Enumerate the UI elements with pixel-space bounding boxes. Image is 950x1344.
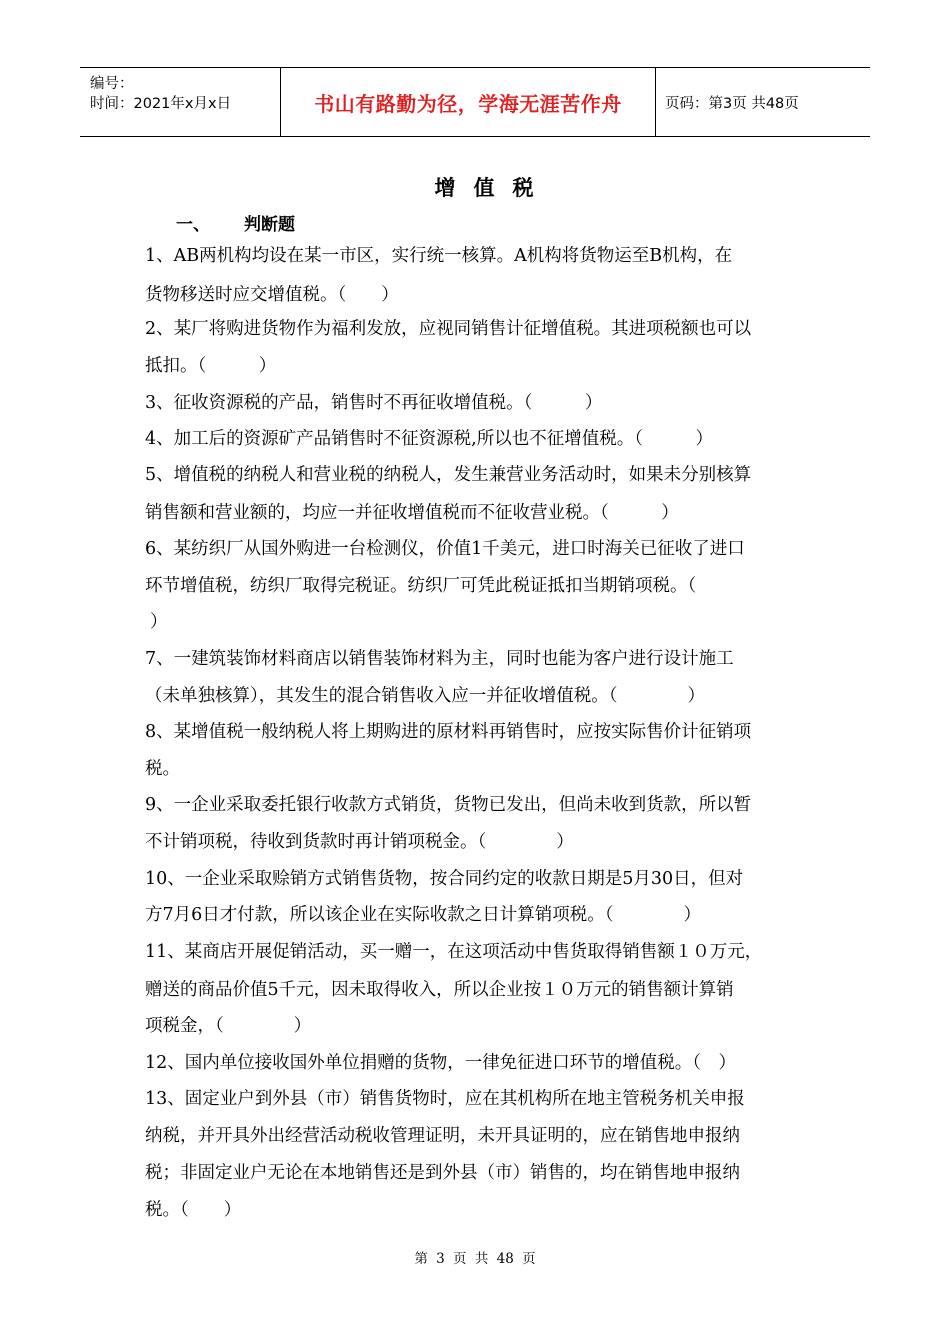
text-line: 货物移送时应交增值税。（ ） [145,285,399,305]
text-line: 3、征收资源税的产品，销售时不再征收增值税。（ ） [145,393,603,413]
text-line: 纳税，并开具外出经营活动税收管理证明，未开具证明的，应在销售地申报纳 [145,1126,740,1146]
text-line: 抵扣。（ ） [145,356,277,376]
text-line: 9、一企业采取委托银行收款方式销货，货物已发出，但尚未收到货款，所以暂 [145,795,752,815]
text-line: 税。 [145,759,180,779]
text-line: 环节增值税，纺织厂取得完税证。纺织厂可凭此税证抵扣当期销项税。（ [145,576,697,596]
text-line: 8、某增值税一般纳税人将上期购进的原材料再销售时，应按实际售价计征销项 [145,722,752,742]
text-line: 税。（ ） [145,1200,242,1220]
text-line: 不计销项税，待收到货款时再计销项税金。（ ） [145,832,574,852]
text-line: 销售额和营业额的，均应一并征收增值税而不征收营业税。（ ） [145,503,679,523]
time-label: 时间：2021年x月x日 [90,96,232,112]
page-footer: 第 3 页 共 48 页 [414,1251,536,1267]
header-info-cell [80,68,280,136]
page-title: 增值税 [434,176,552,200]
page-label: 页码：第3页 共48页 [665,95,799,112]
text-line: 13、固定业户到外县（市）销售货物时，应在其机构所在地主管税务机关申报 [145,1089,745,1109]
header-page-cell [655,68,870,136]
text-line: 12、国内单位接收国外单位捐赠的货物，一律免征进口环节的增值税。（ ） [145,1053,737,1073]
text-line: 7、一建筑装饰材料商店以销售装饰材料为主，同时也能为客户进行设计施工 [145,649,734,669]
text-line: 方7月6日才付款，所以该企业在实际收款之日计算销项税。（ ） [145,905,702,925]
text-line: 税；非固定业户无论在本地销售还是到外县（市）销售的，均在销售地申报纳 [145,1163,740,1183]
text-line: 6、某纺织厂从国外购进一台检测仪，价值1千美元，进口时海关已征收了进口 [145,539,745,559]
text-line: 5、增值税的纳税人和营业税的纳税人，发生兼营业务活动时，如果未分别核算 [145,465,752,485]
section-number: 一、 [176,215,210,235]
text-line: 4、加工后的资源矿产品销售时不征资源税,所以也不征增值税。（ ） [145,429,713,449]
header-motto-cell [280,68,656,136]
text-line: 11、某商店开展促销活动，买一赠一，在这项活动中售货取得销售额１０万元， [145,942,763,962]
text-line: 1、AB两机构均设在某一市区，实行统一核算。A机构将货物运至B机构，在 [145,246,733,266]
text-line: 赠送的商品价值5千元，因未取得收入，所以企业按１０万元的销售额计算销 [145,980,734,1000]
text-line: （未单独核算），其发生的混合销售收入应一并征收增值税。（ ） [145,686,705,706]
motto-text: 书山有路勤为径，学海无涯苦作舟 [314,91,622,116]
document-header [80,67,870,137]
section-name: 判断题 [244,215,295,235]
text-line: 2、某厂将购进货物作为福利发放，应视同销售计征增值税。其进项税额也可以 [145,319,752,339]
section-heading [176,210,295,235]
text-line: 10、一企业采取赊销方式销售货物，按合同约定的收款日期是5月30日，但对 [145,869,744,889]
text-line: 项税金，（ ） [145,1016,312,1036]
text-line: ） [150,612,168,632]
code-label: 编号： [90,76,134,92]
